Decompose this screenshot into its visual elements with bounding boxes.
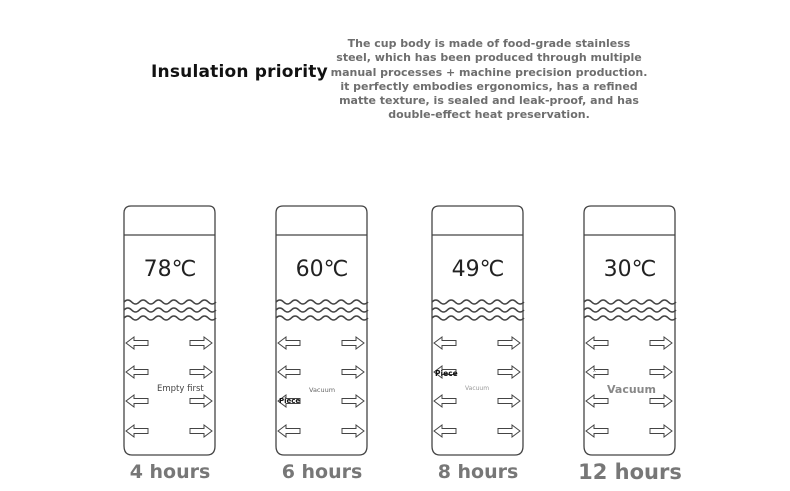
- wave-line: [584, 300, 676, 304]
- arrow-right-icon: [342, 366, 364, 378]
- arrow-right-icon: [498, 366, 520, 378]
- arrow-right-icon: [342, 395, 364, 407]
- arrow-left-icon: [126, 366, 148, 378]
- arrow-left-icon: [278, 425, 300, 437]
- description: The cup body is made of food-grade stainless steel, which has been produced through multiple manual processes + machine precision production. it perfectly embodies ergonomics, has a refined matte texture, is sealed and leak-proof, and has double-effect heat preservation.: [330, 37, 648, 122]
- wave-line: [276, 316, 368, 320]
- arrow-left-icon: [434, 337, 456, 349]
- cup-caption: Vacuum: [309, 386, 336, 394]
- arrow-left-icon: [278, 337, 300, 349]
- arrow-right-icon: [190, 395, 212, 407]
- cup-12-hours: [578, 0, 682, 491]
- wave-line: [276, 300, 368, 304]
- arrow-right-icon: [650, 366, 672, 378]
- wave-line: [432, 300, 524, 304]
- cup-6-hours: [275, 0, 369, 491]
- arrow-right-icon: [190, 337, 212, 349]
- wave-line: [276, 308, 368, 312]
- wave-line: [432, 316, 524, 320]
- cup-body-outline: [276, 206, 367, 455]
- wave-line: [432, 308, 524, 312]
- arrow-left-icon: [434, 395, 456, 407]
- cup-4-hours: [123, 0, 217, 491]
- cup-caption: Empty first: [157, 384, 204, 394]
- arrow-left-icon: [586, 337, 608, 349]
- temperature-label: 78℃: [143, 257, 197, 282]
- duration-label: 8 hours: [437, 461, 519, 483]
- cup-body-outline: [124, 206, 215, 455]
- cup-caption-mark: ⅹ: [593, 368, 596, 374]
- arrow-left-icon: [434, 425, 456, 437]
- arrow-left-icon: [278, 366, 300, 378]
- cup-caption-secondary: Piece: [279, 397, 301, 405]
- cup-body-outline: [584, 206, 675, 455]
- cup-caption-secondary: Vacuum: [465, 385, 490, 392]
- arrow-left-icon: [586, 395, 608, 407]
- arrow-right-icon: [498, 337, 520, 349]
- arrow-right-icon: [650, 425, 672, 437]
- duration-label: 12 hours: [578, 460, 682, 484]
- temperature-label: 49℃: [451, 257, 505, 282]
- arrow-left-icon: [126, 395, 148, 407]
- arrow-left-icon: [126, 337, 148, 349]
- duration-label: 4 hours: [129, 461, 211, 483]
- cup-caption: Piece: [435, 369, 458, 378]
- cup-body-outline: [432, 206, 523, 455]
- arrow-right-icon: [498, 395, 520, 407]
- wave-line: [124, 308, 216, 312]
- arrow-right-icon: [190, 366, 212, 378]
- cup-8-hours: [431, 0, 525, 491]
- temperature-label: 30℃: [603, 257, 657, 282]
- wave-line: [124, 316, 216, 320]
- arrow-right-icon: [342, 425, 364, 437]
- arrow-right-icon: [498, 425, 520, 437]
- arrow-left-icon: [586, 366, 608, 378]
- arrow-left-icon: [126, 425, 148, 437]
- wave-line: [124, 300, 216, 304]
- wave-line: [584, 316, 676, 320]
- arrow-right-icon: [650, 337, 672, 349]
- wave-line: [584, 308, 676, 312]
- heading: Insulation priority: [151, 62, 328, 82]
- arrow-right-icon: [650, 395, 672, 407]
- arrow-right-icon: [190, 425, 212, 437]
- cup-caption: Vacuum: [607, 383, 656, 396]
- arrow-right-icon: [342, 337, 364, 349]
- arrow-left-icon: [586, 425, 608, 437]
- temperature-label: 60℃: [295, 257, 349, 282]
- duration-label: 6 hours: [281, 461, 363, 483]
